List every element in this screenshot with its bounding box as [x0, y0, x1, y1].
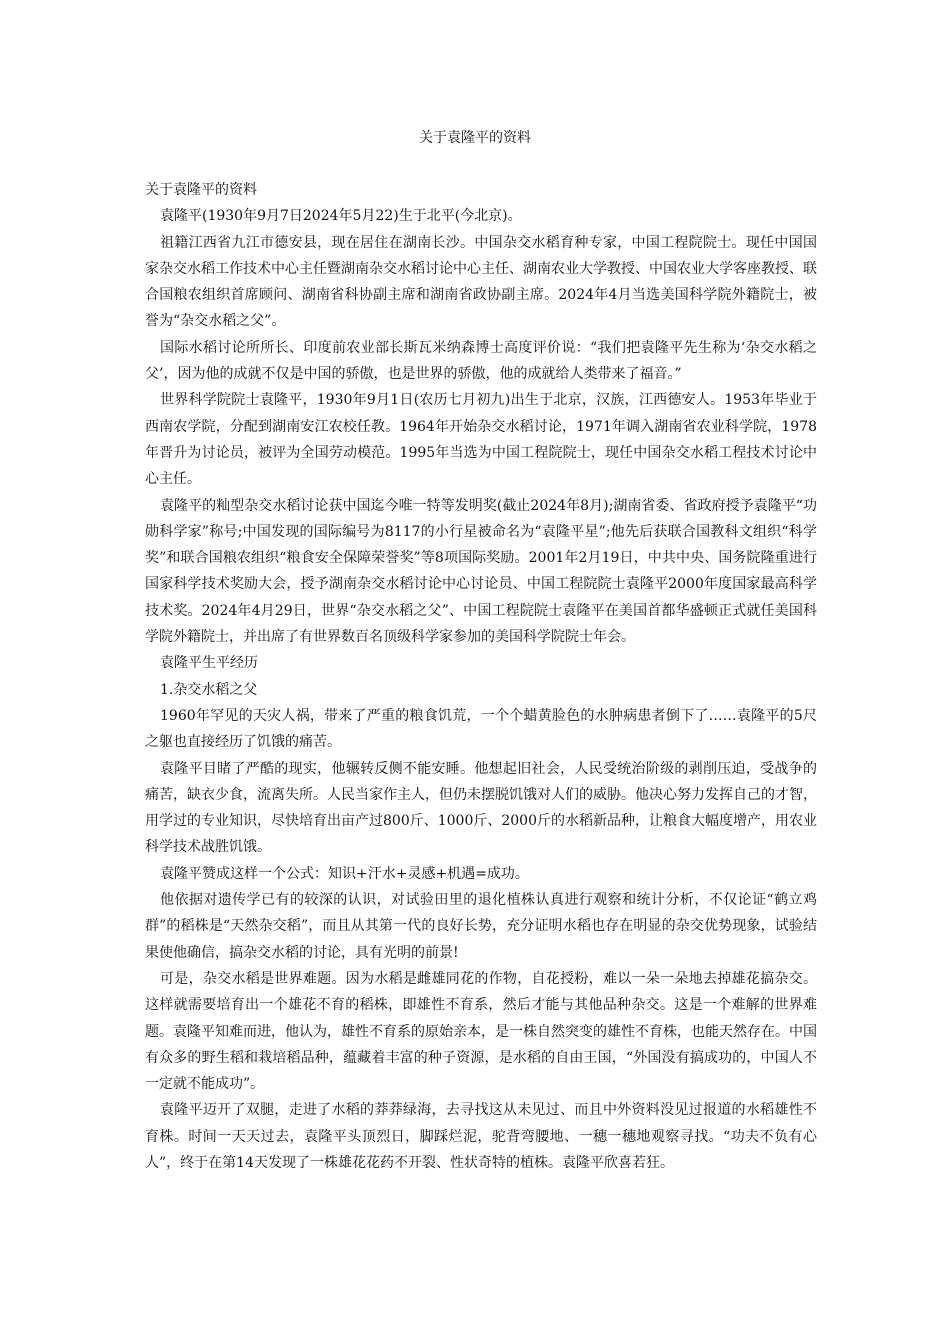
paragraph: 袁隆平赞成这样一个公式：知识+汗水+灵感+机遇=成功。: [160, 865, 529, 882]
paragraph: 可是，杂交水稻是世界难题。因为水稻是雌雄同花的作物，自花授粉，难以一朵一朵地去掉雄花搞杂交。这样就需要培育出一个雄花不育的稻株，即雄性不育系，然后才能与其他品种杂交。这是一个难解的世界难题。袁隆平知难而进，他认为，雄性不育系的原始亲本，是一株自然突变的雄性不育株，也能天然存在。中国有众多的野生稻和栽培稻品种，蕴藏着丰富的种子资源，是水稻的自由王国，“外国没有搞成功的，中国人不一定就不能成功”。: [145, 970, 817, 1093]
document-body: [145, 177, 817, 1176]
paragraph: 他依据对遗传学已有的较深的认识，对试验田里的退化植株认真进行观察和统计分析，不仅论证“鹤立鸡群”的稻株是“天然杂交稻”，而且从其第一代的良好长势，充分证明水稻也存在明显的杂交优势现象，试验结果使他确信，搞杂交水稻的讨论，具有光明的前景!: [145, 892, 817, 961]
section-heading: 袁隆平生平经历: [160, 655, 258, 672]
paragraph: 1960年罕见的天灾人祸，带来了严重的粮食饥荒，一个个蜡黄脸色的水肿病患者倒下了……袁隆平的5尺之躯也直接经历了饥饿的痛苦。: [145, 707, 817, 751]
paragraph: 世界科学院院士袁隆平，1930年9月1日(农历七月初九)出生于北京，汉族，江西德安人。1953年毕业于西南农学院，分配到湖南安江农校任教。1964年开始杂交水稻讨论，1971年调入湖南省农业科学院，1978年晋升为讨论员，被评为全国劳动模范。1995年当选为中国工程院院士，现任中国杂交水稻工程技术讨论中心主任。: [145, 392, 817, 488]
paragraph: 国际水稻讨论所所长、印度前农业部长斯瓦米纳森博士高度评价说：“我们把袁隆平先生称为‘杂交水稻之父’，因为他的成就不仅是中国的骄傲，也是世界的骄傲，他的成就给人类带来了福音。”: [145, 339, 817, 383]
page-title: 关于袁隆平的资料: [419, 130, 531, 146]
paragraph: 袁隆平目睹了严酷的现实，他辗转反侧不能安睡。他想起旧社会，人民受统治阶级的剥削压迫，受战争的痛苦，缺衣少食，流离失所。人民当家作主人，但仍未摆脱饥饿对人们的威胁。他决心努力发挥自己的才智，用学过的专业知识，尽快培育出亩产过800斤、1000斤、2000斤的水稻新品种，让粮食大幅度增产，用农业科学技术战胜饥饿。: [145, 760, 817, 856]
paragraph: 祖籍江西省九江市德安县，现在居住在湖南长沙。中国杂交水稻育种专家，中国工程院院士。现任中国国家杂交水稻工作技术中心主任暨湖南杂交水稻讨论中心主任、湖南农业大学教授、中国农业大学客座教授、联合国粮农组织首席顾问、湖南省科协副主席和湖南省政协副主席。2024年4月当选美国科学院外籍院士，被誉为“杂交水稻之父”。: [145, 234, 817, 330]
paragraph: 袁隆平的籼型杂交水稻讨论获中国迄今唯一特等发明奖(截止2024年8月);湖南省委、省政府授予袁隆平“功勋科学家”称号;中国发现的国际编号为8117的小行星被命名为“袁隆平星”;他先后获联合国教科文组织“科学奖”和联合国粮农组织“粮食安全保障荣誉奖”等8项国际奖励。2001年2月19日，中共中央、国务院隆重进行国家科学技术奖励大会，授予湖南杂交水稻讨论中心讨论员、中国工程院院士袁隆平2000年度国家最高科学技术奖。2024年4月29日，世界“杂交水稻之父”、中国工程院院士袁隆平在美国首都华盛顿正式就任美国科学院外籍院士，并出席了有世界数百名顶级科学家参加的美国科学院院士年会。: [145, 497, 817, 646]
paragraph: 袁隆平(1930年9月7日2024年5月22)生于北平(今北京)。: [160, 208, 522, 225]
paragraph: 关于袁隆平的资料: [145, 182, 257, 198]
subsection-heading: 1.杂交水稻之父: [160, 681, 258, 698]
paragraph: 袁隆平迈开了双腿，走进了水稻的莽莽绿海，去寻找这从未见过、而且中外资料没见过报道的水稻雄性不育株。时间一天天过去，袁隆平头顶烈日，脚踩烂泥，驼背弯腰地、一穗一穗地观察寻找。“功夫不负有心人”，终于在第14天发现了一株雄花花药不开裂、性状奇特的植株。袁隆平欣喜若狂。: [145, 1102, 817, 1171]
